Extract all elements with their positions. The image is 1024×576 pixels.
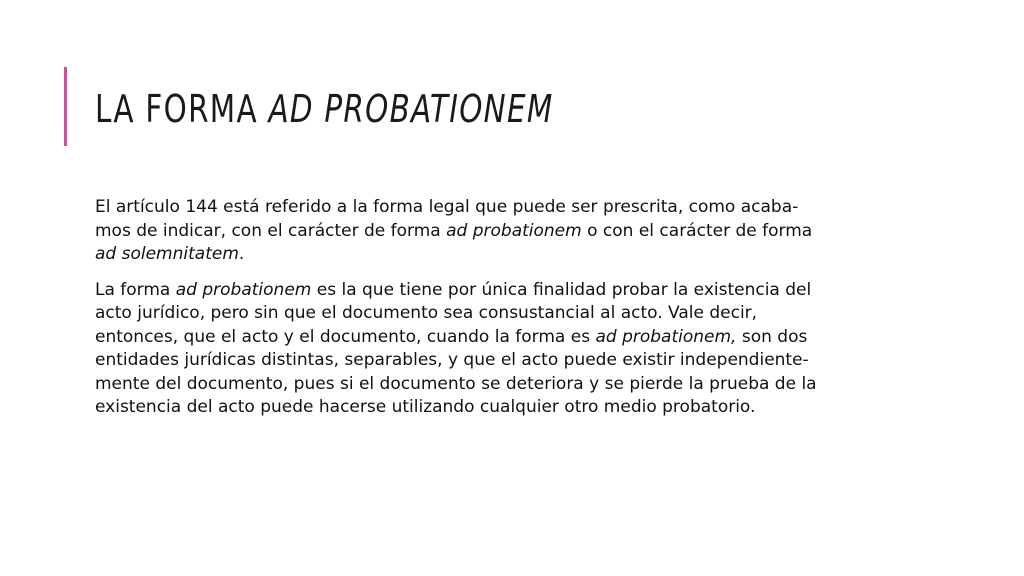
text-run: entidades jurídicas distintas, separables, y que el acto puede existir independiente-	[95, 350, 809, 370]
text-run: entonces, que el acto y el documento, cuando la forma es	[95, 326, 596, 347]
text-run: mos de indicar, con el carácter de forma	[95, 220, 447, 241]
text-run: existencia del acto puede hacerse utilizando cualquier otro medio probatorio.	[95, 397, 756, 417]
slide-title-italic: AD PROBATIONEM	[268, 87, 554, 131]
slide-title-prefix: LA FORMA	[95, 87, 269, 131]
text-run: mente del documento, pues si el documento se deteriora y se pierde la prueba de la	[95, 373, 817, 394]
title-accent-bar	[64, 67, 67, 146]
paragraph-1	[95, 196, 895, 267]
italic-term: ad probationem	[175, 279, 312, 300]
text-run: El artículo 144 está referido a la forma legal que puede ser prescrita, como acaba-	[95, 197, 799, 217]
italic-term: ad probationem,	[595, 326, 737, 347]
text-run: o con el carácter de forma	[581, 220, 813, 241]
text-run: acto jurídico, pero sin que el documento sea consustancial al acto. Vale decir,	[95, 303, 758, 323]
text-run: .	[238, 244, 245, 264]
text-run: es la que tiene por única finalidad probar la existencia del	[311, 279, 812, 300]
italic-term: ad probationem	[446, 220, 582, 241]
italic-term: ad solemnitatem	[95, 244, 239, 264]
text-run: La forma	[95, 279, 176, 300]
text-run: son dos	[736, 326, 808, 347]
slide-body	[95, 196, 895, 432]
slide-title	[95, 82, 553, 136]
paragraph-2	[95, 279, 895, 420]
